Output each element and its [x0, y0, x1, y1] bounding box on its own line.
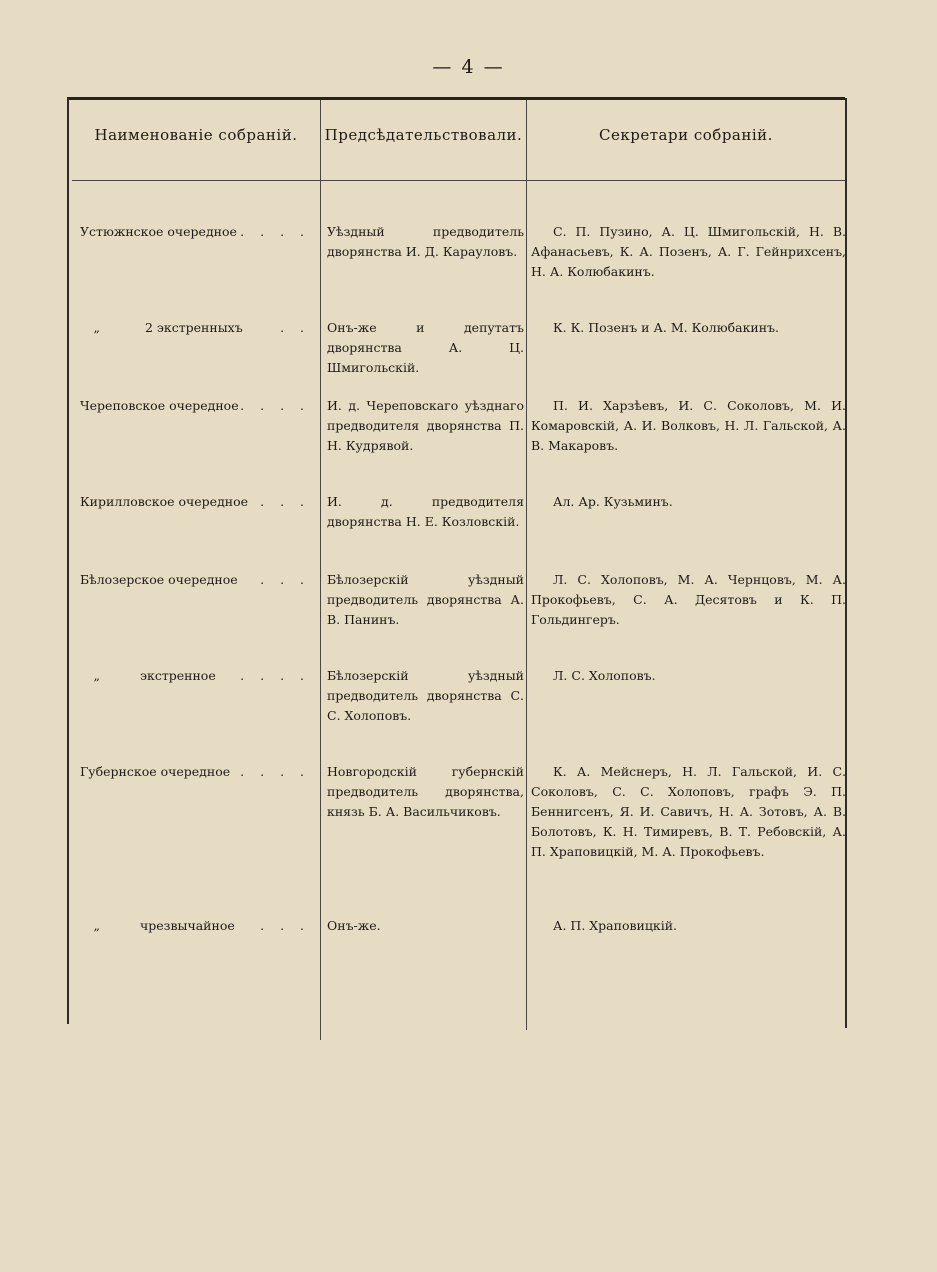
header-secretaries: Секретари собраній. [599, 126, 773, 144]
assembly-title: 2 экстренныхъ [145, 320, 243, 335]
assembly-name [80, 396, 310, 416]
chair-cell: Уѣздный предводитель дворянства И. Д. Карауловъ. [327, 224, 524, 259]
leader-dots: . . . [260, 572, 310, 587]
top-rule [67, 97, 845, 100]
chair-cell: Новгородскій губернскій предводитель дворянства, князь Б. А. Васильчиковъ. [327, 764, 524, 819]
assembly-name [80, 492, 310, 512]
table-left-border [67, 98, 69, 1024]
column-divider-1 [320, 100, 321, 1040]
column-divider-2 [526, 100, 527, 1030]
assembly-title: Бѣлозерское очередное [80, 572, 238, 587]
chair-cell: Бѣлозерскій уѣздный предводитель дворянства С. С. Холоповъ. [327, 668, 524, 723]
secretaries-cell: С. П. Пузино, А. Ц. Шмигольскій, Н. В. Афанасьевъ, К. А. Позенъ, А. Г. Гейнрихсенъ, Н. А. Колюбакинъ. [531, 224, 846, 279]
leader-dots: . . . [260, 918, 310, 933]
assembly-name [80, 318, 310, 338]
header-chair: Предсѣдательствовали. [324, 126, 523, 144]
assembly-prefix: „ [93, 320, 100, 335]
chair-cell: Бѣлозерскій уѣздный предводитель дворянства А. В. Панинъ. [327, 572, 524, 627]
header-rule [72, 180, 845, 181]
assembly-prefix: „ [93, 918, 100, 933]
secretaries-cell: К. К. Позенъ и А. М. Колюбакинъ. [553, 320, 780, 335]
assembly-name [80, 666, 310, 686]
assembly-name [80, 570, 310, 590]
chair-cell: Онъ-же и депутатъ дворянства А. Ц. Шмигольскій. [327, 320, 524, 375]
chair-cell: Онъ-же. [327, 918, 381, 933]
leader-dots: . . . . [240, 398, 310, 413]
secretaries-cell: Л. С. Холоповъ, М. А. Чернцовъ, М. А. Прокофьевъ, С. А. Десятовъ и К. П. Гольдингеръ. [531, 572, 846, 627]
assembly-name [80, 916, 310, 936]
header-name: Наименованіе собраній. [94, 126, 298, 144]
assembly-title: Кирилловское очередное [80, 494, 249, 509]
secretaries-cell: П. И. Харзѣевъ, И. С. Соколовъ, М. И. Комаровскій, А. И. Волковъ, Н. Л. Гальской, А. В. Макаровъ. [531, 398, 846, 453]
page-number: — 4 — [432, 56, 505, 78]
assembly-title: экстренное [140, 668, 216, 683]
leader-dots: . . . . [240, 224, 310, 239]
assembly-title: Устюжнское очередное [80, 224, 237, 239]
leader-dots: . . . . [240, 668, 310, 683]
assembly-name [80, 762, 310, 782]
secretaries-cell: Л. С. Холоповъ. [553, 668, 656, 683]
assembly-title: чрезвычайное [140, 918, 235, 933]
chair-cell: И. д. предводителя дворянства Н. Е. Козловскій. [327, 494, 524, 529]
assembly-name [80, 222, 310, 242]
leader-dots: . . . . [240, 764, 310, 779]
assembly-title: Губернское очередное [80, 764, 231, 779]
leader-dots: . . [280, 320, 310, 335]
leader-dots: . . . [260, 494, 310, 509]
secretaries-cell: К. А. Мейснеръ, Н. Л. Гальской, И. С. Соколовъ, С. С. Холоповъ, графъ Э. П. Беннигсенъ, Я. И. Савичъ, Н. А. Зотовъ, А. В. Болотовъ, К. Н. Тимиревъ, В. Т. Ребовскій, А. П. Храповицкій, М. А. Прокофьевъ. [531, 764, 846, 859]
secretaries-cell: А. П. Храповицкій. [553, 918, 677, 933]
secretaries-cell: Ал. Ар. Кузьминъ. [553, 494, 673, 509]
assembly-prefix: „ [93, 668, 100, 683]
assembly-title: Череповское очередное [80, 398, 239, 413]
chair-cell: И. д. Череповскаго уѣзднаго предводителя дворянства П. Н. Кудрявой. [327, 398, 524, 453]
